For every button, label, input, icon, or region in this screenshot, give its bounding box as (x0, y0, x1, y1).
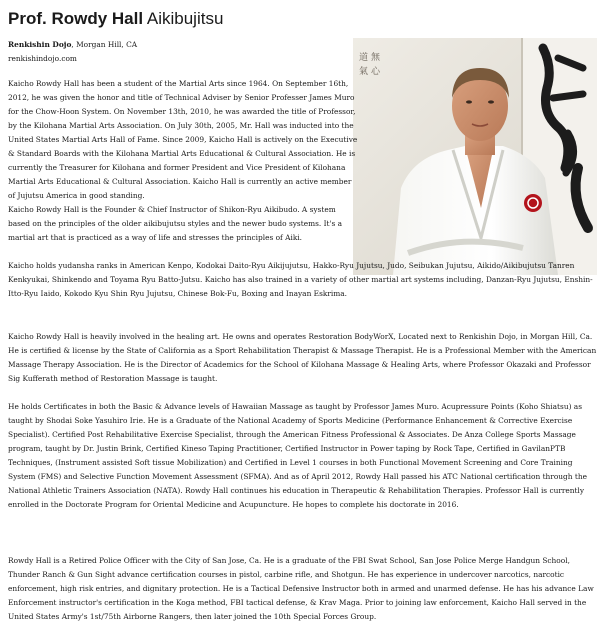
bio-paragraph-police: Rowdy Hall is a Retired Police Officer with the City of San Jose, Ca. He is a graduate of the FBI Swat School, San Jose Police Merge Handgun School, Thunder Ranch & Gun Sight advance certification courses in pistol, carbine rifle, and Shotgun. He has experience in undercover narcotics, narcotic enforcement, high risk entries, and dignitary protection. He is a Tactical Defensive Instructor both in armed and unarmed defense. He has his advance Law Enforcement instructor's certification in the Koga method, FBI tactical defense, & Krav Maga. Prior to joining law enforcement, Kaicho Hall served in the United States Army's 1st/75th Airborne Rangers, then later joined the 10th Special Forces Group. (8, 556, 594, 621)
dojo-city: , Morgan Hill, CA (71, 40, 138, 49)
bio-paragraph-founder: Kaicho Rowdy Hall is the Founder & Chief Instructor of Shikon-Ryu Aikibudo. A system based on the principles of the older aikibujutsu styles and the newer budo systems. It's a martial art that is practiced as a way of life and stresses the principles of Aiki. (8, 205, 343, 242)
dojo-name: Renkishin Dojo (8, 40, 72, 49)
page-title (8, 9, 223, 29)
scroll-glyph: 氣 (359, 67, 369, 77)
scroll-glyph: 道 (359, 53, 369, 63)
dojo-location (8, 38, 137, 52)
instructor-name: Prof. Rowdy Hall (8, 9, 144, 28)
dojo-website-link[interactable]: renkishindojo.com (8, 54, 77, 63)
scroll-glyph: 心 (371, 67, 381, 77)
bio-paragraph-history: Kaicho Rowdy Hall has been a student of the Martial Arts since 1964. On September 16th, 2012, he was given the honor and title of Technical Adviser by Senior Professer James Muro for the Chow-Hoon System. On November 13th, 2010, he was awarded the title of Professor, by the Kilohana Martial Arts Association. On July 30th, 2005, Mr. Hall was inducted into the United States Martial Arts Hall of Fame. Since 2009, Kaicho Hall is actively on the Executive & Standard Boards with the Kilohana Martial Arts Educational & Cultural Association. He is currently the Treasurer for Kilohana and former President and Vice President of Kilohana Martial Arts Educational & Cultural Association. Kaicho Hall is currently an active member of Jujutsu America in good standing. (8, 79, 358, 200)
bio-paragraph-certificates: He holds Certificates in both the Basic & Advance levels of Hawaiian Massage as taught by Professor James Muro. Acupressure Points (Koho Shiatsu) as taught by Shodai Soke Yasuhiro Irie. He is a Graduate of the National Academy of Sports Medicine (Performance Enhancement & Corrective Exercise Specialist). Certified Post Rehabilitative Exercise Specialist, through the American Fitness Professional & Associates. De Anza College Sports Massage program, taught by Dr. Justin Brink, Certified Kineso Taping Practitioner, Certified Instructor in Power taping by Rock Tape, Certified in GavilanPTB Techniques, (Instrument assisted Soft tissue Mobilization) and Certified in Level 1 courses in both Functional Movement Screening and Core Training System (FMS) and Selective Function Movement Assessment (SFMA). And as of April 2012, Rowdy Hall passed his ATC National certification through the National Athletic Trainers Association (NATA). Rowdy Hall continues his education in Therapeutic & Rehabilitation Therapies. Professor Hall is currently enrolled in the Doctorate Program for Oriental Medicine and Acupuncture. He hopes to complete his doctorate in 2016. (8, 402, 587, 509)
bio-paragraph-ranks: Kaicho holds yudansha ranks in American Kenpo, Kodokai Daito-Ryu Aikijujutsu, Hakko-Ryu Jujutsu, Judo, Seibukan Jujutsu, Aikido/Aikibujutsu Tanren Kenkyukai, Shinkendo and Toyama Ryu Batto-Jutsu. Kaicho has also trained in a variety of other martial art systems including, Danzan-Ryu Jujutsu, Enshin-Itto-Ryu Iaido, Kokodo Kyu Shin Ryu Jujutsu, Chinese Bok-Fu, Boxing and Inayan Eskrima. (8, 261, 593, 298)
scroll-glyph: 無 (371, 53, 381, 63)
portrait-photo (353, 38, 597, 275)
bio-paragraph-healing: Kaicho Rowdy Hall is heavily involved in the healing art. He owns and operates Restoration BodyWorX, Located next to Renkishin Dojo, in Morgan Hill, Ca. He is certified & license by the State of California as a Sport Rehabilitation Therapist & Massage Therapist. He is a Professional Member with the American Massage Therapy Association. He is the Director of Academics for the School of Kilohana Massage & Healing Arts, where Professor Okazaki and Professor Sig Kufferath method of Restoration Massage is taught. (8, 332, 597, 383)
martial-art-name: Aikibujitsu (146, 9, 224, 28)
